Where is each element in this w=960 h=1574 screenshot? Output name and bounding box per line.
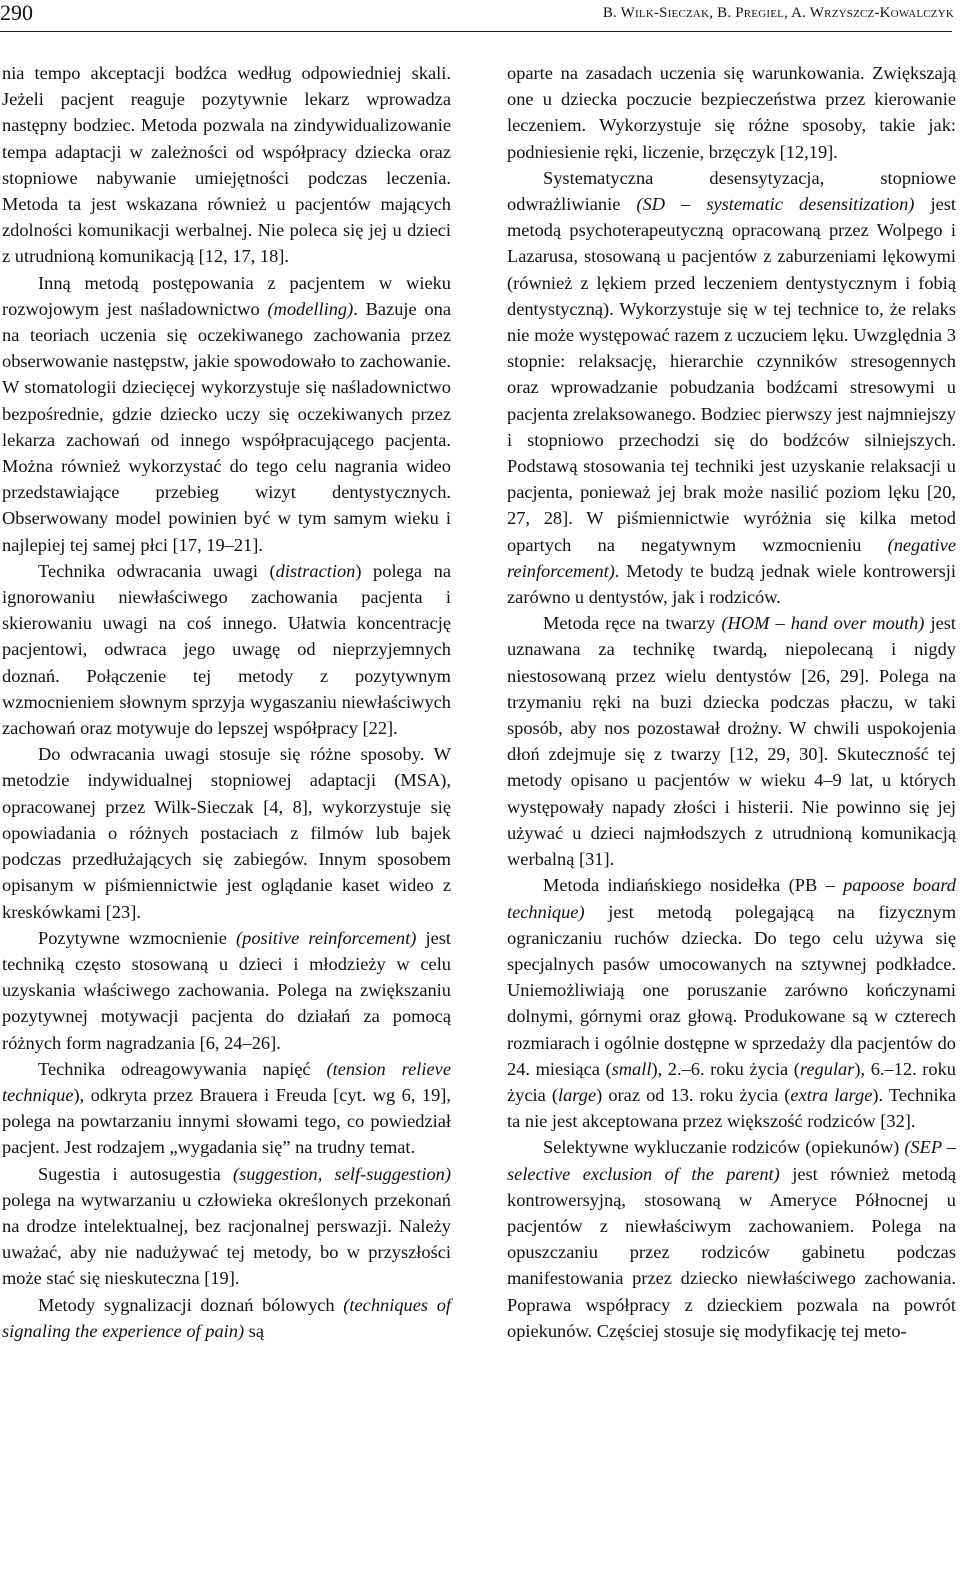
- left-column: [2, 60, 451, 1344]
- italic-term: (HOM – hand over mouth): [721, 613, 925, 634]
- paragraph: [507, 60, 956, 165]
- paragraph: [2, 60, 451, 270]
- paragraph: [2, 1056, 451, 1161]
- paragraph: [2, 925, 451, 1056]
- paragraph: [507, 1134, 956, 1344]
- paragraph-text: ) oraz od 13. roku życia (: [596, 1084, 791, 1105]
- paragraph-text: Sugestia i autosugestia: [38, 1163, 233, 1184]
- paragraph-text: ) polega na ignorowaniu niewłaściwego zachowania pacjenta i skierowaniu uwagi na coś innego. Ułatwia koncentrację pacjentowi, odwraca jego uwagę od nieprzyjemnych doznań. Połączenie tej metody z pozytywnym wzmocnieniem słownym sprzyja wygaszaniu niewłaściwych zachowań oraz motywuje do lepszej współpracy [22].: [2, 560, 451, 739]
- paragraph-text: Inną metodą postępowania z pacjentem w wieku rozwojowym jest naśladownictwo: [2, 272, 451, 319]
- paragraph-text: polega na wytwarzaniu u człowieka określonych przekonań na drodze intelektualnej, bez racjonalnej perswazji. Należy uważać, aby nie nadużywać tej metody, bo w przyszłości może stać się nieskuteczna [19].: [2, 1189, 451, 1289]
- paragraph-text: są: [244, 1320, 264, 1341]
- paragraph-text: ), 6.–12. roku życia (: [507, 1058, 956, 1105]
- italic-term: extra large: [790, 1084, 873, 1105]
- paragraph-text: nia tempo akceptacji bodźca według odpowiedniej skali. Jeżeli pacjent reaguje pozytywnie lekarz wprowadza następny bodziec. Metoda pozwala na zindywidualizowanie tempa adaptacji w zależności od współpracy dziecka oraz stopniowe nabywanie umiejętności podczas leczenia. Metoda ta jest wskazana również u pacjentów mających zdolności komunikacji werbalnej. Nie poleca się jej u dzieci z utrudnioną komunikacją [12, 17, 18].: [2, 63, 451, 267]
- paragraph-text: . Metody te budzą jednak wiele kontrowersji zarówno u dentystów, jak i rodziców.: [507, 560, 956, 608]
- italic-term: (tension relieve technique: [2, 1058, 451, 1105]
- paragraph-text: Metoda indiańskiego nosidełka (PB –: [543, 875, 844, 896]
- running-head-authors: B. Wilk-Sieczak, B. Pregiel, A. Wrzyszcz-Kowalczyk: [602, 5, 954, 21]
- italic-term: papoose board technique): [507, 875, 956, 922]
- paragraph: [507, 872, 956, 1134]
- page-number: 290: [0, 0, 33, 25]
- paragraph: [2, 1292, 451, 1344]
- paragraph-text: . Bazuje ona na teoriach uczenia się oczekiwanego zachowania przez obserwowanie następstw, jakie spowodowało to zachowanie. W stomatologii dziecięcej wykorzystuje się naśladownictwo bezpośrednie, gdzie dziecko uczy się oczekiwanych przez lekarza zachowań od innego współpracującego pacjenta. Można również wykorzystać do tego celu nagrania wideo przedstawiające przebieg wizyt dentystycznych. Obserwowany model powinien być w tym samym wieku i najlepiej tej samej płci [17, 19–21].: [2, 298, 452, 555]
- header-rule: [0, 31, 952, 32]
- italic-term: (positive reinforcement): [236, 927, 417, 948]
- italic-term: small: [611, 1058, 652, 1079]
- paragraph-text: Selektywne wykluczanie rodziców (opiekunów): [543, 1137, 905, 1158]
- paragraph: [2, 741, 451, 924]
- paragraph-text: Technika odwracania uwagi (: [38, 560, 276, 581]
- paragraph-text: Metody sygnalizacji doznań bólowych: [38, 1294, 344, 1315]
- paragraph-text: ), 2.–6. roku życia (: [651, 1058, 800, 1079]
- italic-term: distraction: [275, 560, 356, 581]
- paragraph-text: jest uznawana za technikę twardą, niepolecaną i nigdy niestosowaną przez wielu dentystów [26, 29]. Polega na trzymaniu ręki na buzi dziecka podczas płaczu, w taki sposób, aby nos pozostawał drożny. W chwili uspokojenia dłoń zdejmuje się z twarzy [12, 29, 30]. Skuteczność tej metody opisano u pacjentów w wieku 4–9 lat, u których występowały napady złości i histerii. Nie powinno się jej używać u dzieci najmłodszych z utrudnioną komunikacją werbalną [31].: [507, 613, 957, 870]
- italic-term: regular: [799, 1058, 855, 1079]
- paragraph-text: ), odkryta przez Brauera i Freuda [cyt. wg 6, 19], polega na powtarzaniu innymi słowami tego, co powiedział pacjent. Jest rodzajem „wygadania się” na trudny temat.: [2, 1084, 451, 1158]
- paragraph-text: Pozytywne wzmocnienie: [38, 927, 236, 948]
- paragraph: [2, 1161, 451, 1292]
- paragraph: [507, 610, 956, 872]
- italic-term: (techniques of signaling the experience of pain): [2, 1294, 452, 1341]
- italic-term: (negative reinforcement): [507, 534, 956, 581]
- paragraph-text: jest techniką często stosowaną u dzieci i młodzieży w celu uzyskania właściwego zachowania. Polega na zwiększaniu pozytywnej motywacji pacjenta do działań za pomocą różnych form nagradzania [6, 24–26].: [2, 927, 452, 1053]
- paragraph: [2, 558, 451, 741]
- paragraph-text: Systematyczna desensytyzacja, stopniowe odwrażliwianie: [507, 167, 956, 215]
- paragraph-text: ). Technika ta nie jest akceptowana przez większość rodziców [32].: [507, 1084, 957, 1132]
- italic-term: large: [558, 1084, 597, 1105]
- paragraph-text: jest metodą psychoterapeutyczną opracowaną przez Wolpego i Lazarusa, stosowaną u pacjentów z zaburzeniami lękowymi (również z lękiem przed leczeniem dentystycznym i fobią dentystyczną). Wykorzystuje się w tej technice to, że relaks nie może występować razem z uczuciem lęku. Uwzględnia 3 stopnie: relaksację, hierarchie czynników stresogennych oraz wprowadzanie pobudzania bodźcami stresowymi u pacjenta zrelaksowanego. Bodziec pierwszy jest najmniejszy i stopniowo przechodzi się do bodźców silniejszych. Podstawą stosowania tej techniki jest uzyskanie relaksacji u pacjenta, ponieważ jej brak może nasilić poziom lęku [20, 27, 28]. W piśmiennictwie wyróżnia się kilka metod opartych na negatywnym wzmocnieniu: [507, 194, 957, 555]
- paragraph-text: jest również metodą kontrowersyjną, stosowaną w Ameryce Północnej u pacjentów z niewłaściwym zachowaniem. Polega na opuszczaniu przez rodziców gabinetu podczas manifestowania przez dziecko niewłaściwego zachowania. Poprawa współpracy z dzieckiem pozwala na powrót opiekunów. Częściej stosuje się modyfikację tej meto-: [507, 1163, 956, 1341]
- paragraph-text: oparte na zasadach uczenia się warunkowania. Zwiększają one u dziecka poczucie bezpieczeństwa przez kierowanie leczeniem. Wykorzystuje się różne sposoby, takie jak: podniesienie ręki, liczenie, brzęczyk [12,19].: [507, 63, 956, 162]
- italic-term: (suggestion, self-suggestion): [232, 1163, 452, 1184]
- paragraph: [507, 165, 956, 610]
- paragraph-text: Do odwracania uwagi stosuje się różne sposoby. W metodzie indywidualnej stopniowej adaptacji (MSA), opracowanej przez Wilk-Sieczak [4, 8], wykorzystuje się opowiadania o różnych postaciach z filmów lub bajek podczas przedłużających się zabiegów. Innym sposobem opisanym w piśmiennictwie jest oglądanie kaset wideo z kreskówkami [23].: [2, 744, 451, 922]
- italic-term: (SD – systematic desensitization): [636, 194, 915, 215]
- paragraph-text: jest metodą polegającą na fizycznym ograniczaniu ruchów dziecka. Do tego celu używa się specjalnych pasów umocowanych na sztywnej podkładce. Uniemożliwiają one poruszanie zarówno kończynami dolnymi, górnymi oraz głową. Produkowane są w czterech rozmiarach i ogólnie dostępne w sprzedaży dla pacjentów do 24. miesiąca (: [507, 901, 956, 1079]
- right-column: [507, 60, 956, 1344]
- paragraph: [2, 270, 451, 558]
- page-header: [0, 0, 960, 30]
- italic-term: (modelling): [267, 298, 354, 319]
- paragraph-text: Metoda ręce na twarzy: [543, 613, 722, 634]
- paragraph-text: Technika odreagowywania napięć: [38, 1058, 327, 1079]
- italic-term: (SEP – selective exclusion of the parent): [507, 1137, 957, 1184]
